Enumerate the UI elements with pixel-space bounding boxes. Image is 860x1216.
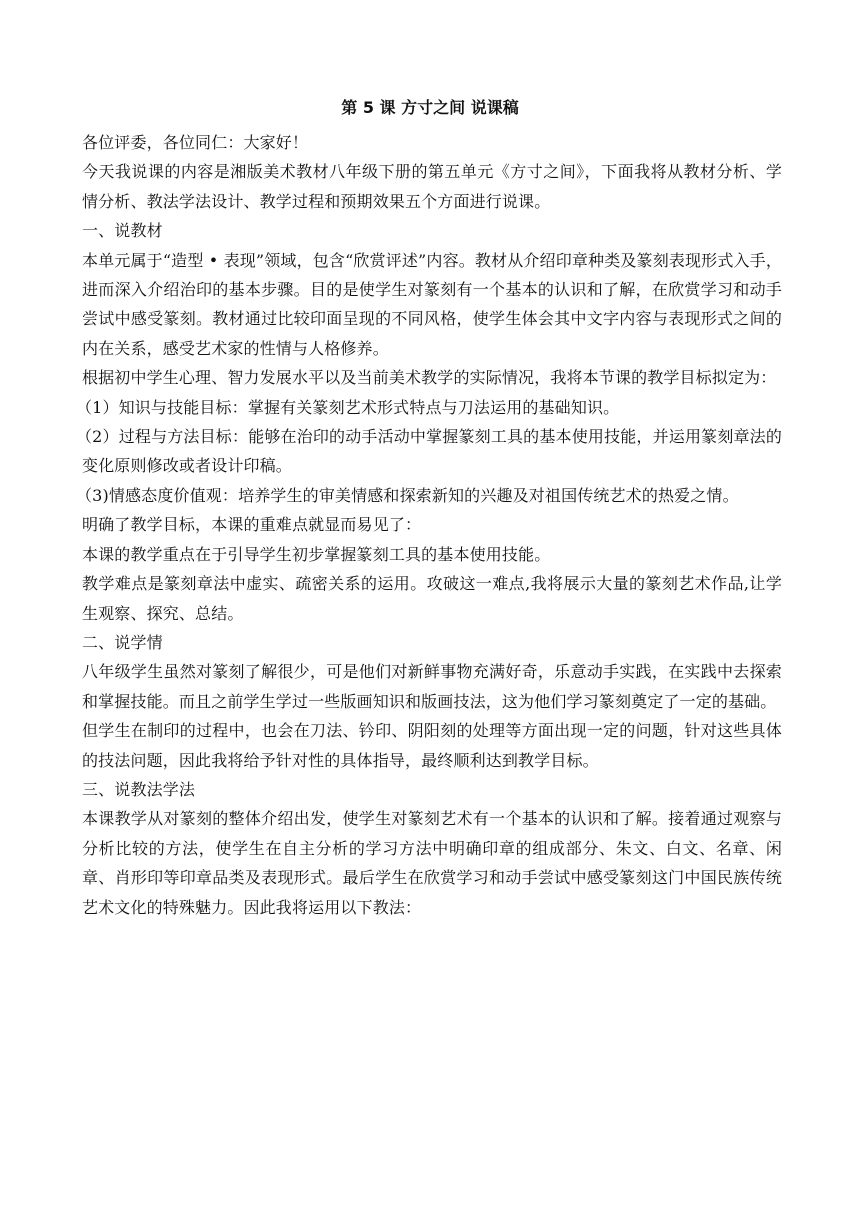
students-paragraph: 八年级学生虽然对篆刻了解很少，可是他们对新鲜事物充满好奇，乐意动手实践，在实践中去探索和掌握技能。而且之前学生学过一些版画知识和版画技法，这为他们学习篆刻奠定了一定的基础。 — [82, 662, 782, 711]
section-heading-textbook: 一、说教材 — [82, 221, 163, 241]
students-problems-paragraph: 但学生在制印的过程中，也会在刀法、钤印、阴阳刻的处理等方面出现一定的问题，针对这些具体的技法问题，因此我将给予针对性的具体指导，最终顺利达到教学目标。 — [82, 721, 782, 770]
key-points-intro: 明确了教学目标，本课的重难点就显而易见了： — [82, 515, 422, 535]
document-body — [76, 128, 782, 922]
section-heading-methods: 三、说教法学法 — [82, 779, 196, 799]
textbook-paragraph: 本单元属于“造型 • 表现”领域，包含“欣赏评述”内容。教材从介绍印章种类及篆刻表现形式入手，进而深入介绍治印的基本步骤。目的是使学生对篆刻有一个基本的认识和了解，在欣赏学习和动手尝试中感受篆刻。教材通过比较印面呈现的不同风格，使学生体会其中文字内容与表现形式之间的内在关系，感受艺术家的性情与人格修养。 — [82, 250, 782, 358]
greeting-paragraph: 各位评委，各位同仁：大家好！ — [82, 133, 309, 152]
objective-emotion: （3)情感态度价值观：培养学生的审美情感和探索新知的兴趣及对祖国传统艺术的热爱之情。 — [76, 485, 739, 505]
key-point-paragraph: 本课的教学重点在于引导学生初步掌握篆刻工具的基本使用技能。 — [82, 544, 551, 564]
objective-knowledge: （1）知识与技能目标：掌握有关篆刻艺术形式特点与刀法运用的基础知识。 — [76, 397, 620, 417]
document-title: 第 5 课 方寸之间 说课稿 — [341, 98, 519, 117]
objectives-intro-paragraph: 根据初中学生心理、智力发展水平以及当前美术教学的实际情况，我将本节课的教学目标拟定为： — [82, 368, 777, 388]
methods-paragraph: 本课教学从对篆刻的整体介绍出发，使学生对篆刻艺术有一个基本的认识和了解。接着通过观察与分析比较的方法，使学生在自主分析的学习方法中明确印章的组成部分、朱文、白文、名章、闲章、肖形印等印章品类及表现形式。最后学生在欣赏学习和动手尝试中感受篆刻这门中国民族传统艺术文化的特殊魅力。因此我将运用以下教法： — [82, 809, 782, 917]
section-heading-students: 二、说学情 — [82, 632, 163, 652]
intro-paragraph: 今天我说课的内容是湘版美术教材八年级下册的第五单元《方寸之间》，下面我将从教材分析、学情分析、教法学法设计、教学过程和预期效果五个方面进行说课。 — [82, 162, 782, 211]
difficulty-paragraph: 教学难点是篆刻章法中虚实、疏密关系的运用。攻破这一难点,我将展示大量的篆刻艺术作品,让学生观察、探究、总结。 — [82, 574, 782, 623]
objective-process: （2）过程与方法目标：能够在治印的动手活动中掌握篆刻工具的基本使用技能，并运用篆刻章法的变化原则修改或者设计印稿。 — [76, 427, 782, 476]
